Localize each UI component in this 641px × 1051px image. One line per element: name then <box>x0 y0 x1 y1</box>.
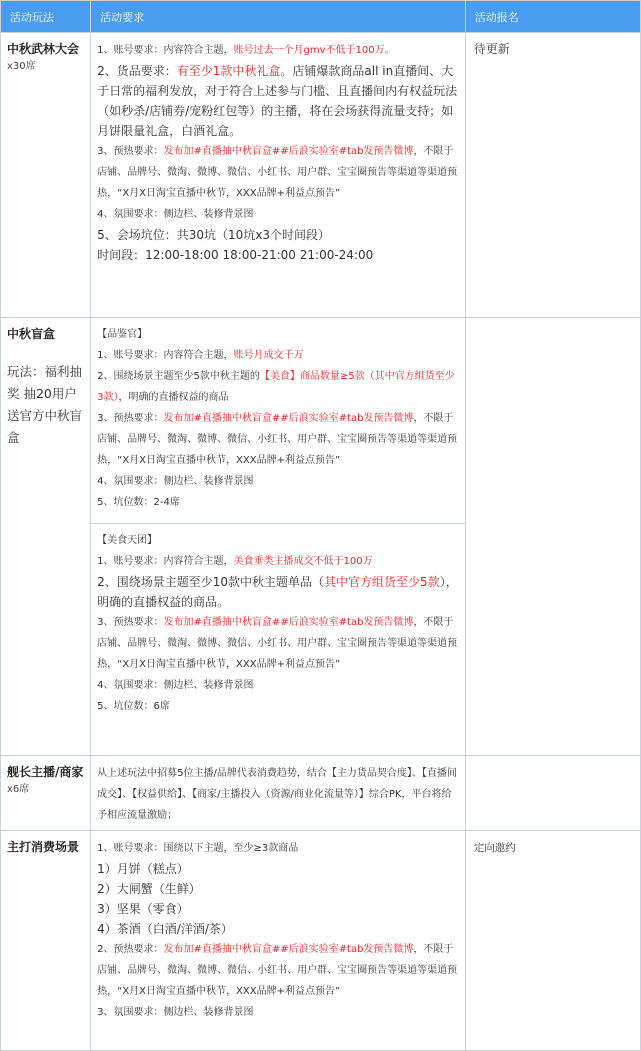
requirement-line <box>97 245 461 265</box>
requirement-text: 4、氛围要求：侧边栏、装修背景图 <box>97 476 254 487</box>
requirement-text: 【品鉴官】 <box>97 329 148 340</box>
requirement-line <box>97 551 461 572</box>
requirement-line <box>97 345 461 366</box>
requirement-line <box>97 572 461 612</box>
requirement-line <box>97 899 461 919</box>
requirement-line <box>97 763 461 826</box>
requirement-text: 2、围绕场景主题至少10款中秋主题单品（ <box>97 575 325 589</box>
requirement-text: 4、氛围要求：侧边栏、装修背景图 <box>97 680 254 691</box>
requirement-text: 5、会场坑位：共30坑（10坑x3个时间段） <box>97 228 331 242</box>
requirement-line <box>97 939 461 1002</box>
header-cell-requirements: 活动要求 <box>91 1 466 33</box>
requirements-cell <box>91 33 465 269</box>
requirement-text: 1、账号要求：内容符合主题， <box>97 350 234 361</box>
requirement-text: ，不限于店铺、品牌号、微淘、微博、微信、小红书、用户群、宝宝圈预告等渠道等渠道预热，“X月X日淘宝直播中秋节，XXX品牌+利益点预告” <box>97 617 458 670</box>
requirement-line <box>97 61 461 141</box>
requirement-text: 3、预热要求： <box>97 146 164 157</box>
requirement-text: 。店铺爆款商品all in直播间、大于日常的福利发放，对于符合上述参与门槛、且直播间内有权益玩法（如秒杀/店铺券/宠粉红包等）的主播，将在会场获得流量支持；如月饼限量礼盒，白酒礼盒。 <box>97 64 458 138</box>
requirement-text: 3、氛围要求：侧边栏、装修背景图 <box>97 1007 254 1018</box>
requirement-text: 2、预热要求： <box>97 944 164 955</box>
highlight-text: （其中官方组货至少3款） <box>97 371 455 403</box>
requirements-block-meishitiantuan <box>91 524 465 719</box>
requirements-block-pinjianguan <box>91 318 465 515</box>
requirement-line <box>97 612 461 675</box>
requirement-line <box>97 879 461 899</box>
signup-status: 待更新 <box>473 42 510 56</box>
requirement-line <box>97 40 461 61</box>
header-cell-gameplay: 活动玩法 <box>1 1 91 33</box>
requirement-line <box>97 859 461 879</box>
requirement-text: 1、账号要求：围绕以下主题，至少≥3款商品 <box>97 843 299 854</box>
requirement-text: 【美食天团】 <box>97 535 158 546</box>
requirement-text: 5、坑位数：6席 <box>97 701 170 712</box>
highlight-text: 有至少1款中秋礼盒 <box>176 64 281 78</box>
requirement-text: 时间段：12:00-18:00 18:00-21:00 21:00-24:00 <box>97 248 374 262</box>
requirement-text: 3）坚果（零食） <box>97 902 189 916</box>
requirement-line <box>97 675 461 696</box>
requirement-text: 从上述玩法中招募5位主播/品牌代表消费趋势，结合【主力货品契合度】、【直播间成交】、【权益供给】、【商家/主播投入（资源/商业化流量等）】综合PK，平台将给予相应流量激励； <box>97 768 457 821</box>
requirements-cell <box>91 756 465 830</box>
table-row <box>1 831 641 1051</box>
requirement-text: 1）月饼（糕点） <box>97 862 189 876</box>
highlight-text: 其中官方组货至少5款 <box>324 575 440 589</box>
highlight-text: 账号过去一个月gmv不低于100万。 <box>233 45 395 56</box>
requirement-line <box>97 204 461 225</box>
highlight-text: 发布加#直播抽中秋盲盒##后浪实验室#tab发预告微博 <box>163 944 414 955</box>
requirement-text: 2、围绕场景主题至少5款中秋主题的 <box>97 371 260 382</box>
requirement-text: 5、坑位数：2-4席 <box>97 497 180 508</box>
requirement-line <box>97 225 461 245</box>
requirement-text: 3、预热要求： <box>97 617 164 628</box>
table-row <box>1 33 641 318</box>
requirement-text: ，不限于店铺、品牌号、微淘、微博、微信、小红书、用户群、宝宝圈预告等渠道等渠道预热，“X月X日淘宝直播中秋节，XXX品牌+利益点预告” <box>97 413 458 466</box>
requirement-line <box>97 408 461 471</box>
requirement-text: 4、氛围要求：侧边栏、装修背景图 <box>97 209 254 220</box>
requirement-text: 4）茶酒（白酒/洋酒/茶） <box>97 922 233 936</box>
requirement-text: 2）大闸蟹（生鲜） <box>97 882 201 896</box>
highlight-text: 发布加#直播抽中秋盲盒##后浪实验室#tab发预告微博 <box>163 146 414 157</box>
gameplay-name: 舰长主播/商家 <box>7 765 84 779</box>
gameplay-name: 中秋武林大会 <box>7 42 80 56</box>
requirement-text: ），明确的直播权益的商品。 <box>97 575 458 609</box>
requirement-line <box>97 492 461 513</box>
requirement-text: ，不限于店铺、品牌号、微淘、微博、微信、小红书、用户群、宝宝圈预告等渠道等渠道预热，“X月X日淘宝直播中秋节，XXX品牌+利益点预告” <box>97 944 458 997</box>
gameplay-name: 中秋盲盒 <box>7 327 56 341</box>
requirement-text: 3、预热要求： <box>97 413 164 424</box>
requirement-text: 1、账号要求：内容符合主题， <box>97 45 234 56</box>
gameplay-seats: x30席 <box>7 61 36 72</box>
highlight-text: 发布加#直播抽中秋盲盒##后浪实验室#tab发预告微博 <box>163 413 414 424</box>
requirement-text: 2、货品要求： <box>97 64 177 78</box>
table-row <box>1 756 641 831</box>
requirement-text: 1、账号要求：内容符合主题， <box>97 556 234 567</box>
signup-status: 定向邀约 <box>473 842 516 854</box>
requirement-line <box>97 838 461 859</box>
requirement-line <box>97 324 461 345</box>
highlight-text: 【美食】商品数量≥5款 <box>259 371 365 382</box>
highlight-text: 美食垂类主播成交不低于100万 <box>233 556 373 567</box>
header-cell-signup: 活动报名 <box>465 1 640 33</box>
requirement-text: ，明确的直播权益的商品 <box>118 392 229 403</box>
requirement-line <box>97 141 461 204</box>
gameplay-description: 玩法：福利抽奖 抽20用户送官方中秋盲盒 <box>7 364 83 445</box>
gameplay-name: 主打消费场景 <box>7 840 80 854</box>
requirement-line <box>97 530 461 551</box>
table-row <box>1 318 641 756</box>
requirement-text: ，不限于店铺、品牌号、微淘、微博、微信、小红书、用户群、宝宝圈预告等渠道等渠道预热，“X月X日淘宝直播中秋节，XXX品牌+利益点预告” <box>97 146 458 199</box>
requirement-line <box>97 919 461 939</box>
highlight-text: 发布加#直播抽中秋盲盒##后浪实验室#tab发预告微博 <box>163 617 414 628</box>
gameplay-seats: x6席 <box>7 784 30 795</box>
header-row <box>1 1 641 33</box>
requirement-line <box>97 1002 461 1023</box>
requirement-line <box>97 696 461 717</box>
highlight-text: 账号月成交千万 <box>233 350 304 361</box>
requirement-line <box>97 366 461 408</box>
requirement-line <box>97 471 461 492</box>
requirements-cell <box>91 831 465 1027</box>
